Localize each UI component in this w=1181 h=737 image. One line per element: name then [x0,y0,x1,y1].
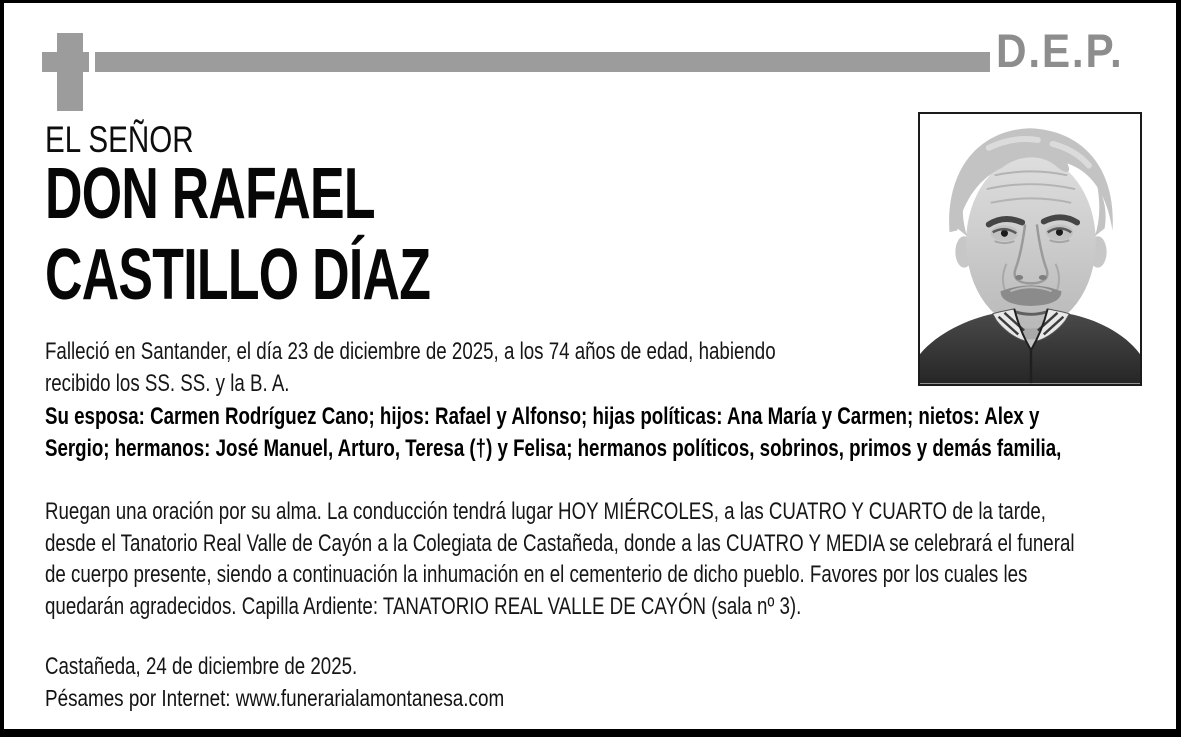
portrait-image [920,114,1140,384]
deceased-name-line1: DON RAFAEL [45,154,375,234]
death-notice-paragraph: Falleció en Santander, el día 23 de diciembre de 2025, a los 74 años de edad, habiendo recibido los SS. SS. y la B. A. [45,338,776,397]
portrait-photo [918,112,1142,386]
condolences-url[interactable]: www.funerarialamontanesa.com [235,685,505,711]
condolences-label: Pésames por Internet: [45,685,236,711]
funeral-details-paragraph: Ruegan una oración por su alma. La conducción tendrá lugar HOY MIÉRCOLES, a las CUATRO Y CUARTO de la tarde, desde el Tanatorio Real Valle de Cayón a la Colegiata de Castañeda, donde a las CUATRO Y MEDIA se celebrará el funeral de cuerpo presente, siendo a continuación la inhumación en el cementerio de dicho pueblo. Favores por los cuales les quedarán agradecidos. Capilla Ardiente: TANATORIO REAL VALLE DE CAYÓN (sala nº 3). [45,498,1075,620]
memorial-cross-icon [42,52,89,72]
deceased-name-line2: CASTILLO DÍAZ [45,235,431,315]
dep-label: D.E.P. [996,24,1124,77]
header-divider-bar [95,52,990,72]
condolences-line [45,684,635,712]
honorific: EL SEÑOR [45,119,194,160]
memorial-cross-icon [57,33,83,111]
deceased-name [45,154,592,316]
place-date-line: Castañeda, 24 de diciembre de 2025. [45,653,358,680]
family-paragraph: Su esposa: Carmen Rodríguez Cano; hijos: Rafael y Alfonso; hijas políticas: Ana María y Carmen; nietos: Alex y Sergio; hermanos: José Manuel, Arturo, Teresa (†) y Felisa; hermanos políticos, sobrinos, primos y demás familia, [45,403,1062,462]
